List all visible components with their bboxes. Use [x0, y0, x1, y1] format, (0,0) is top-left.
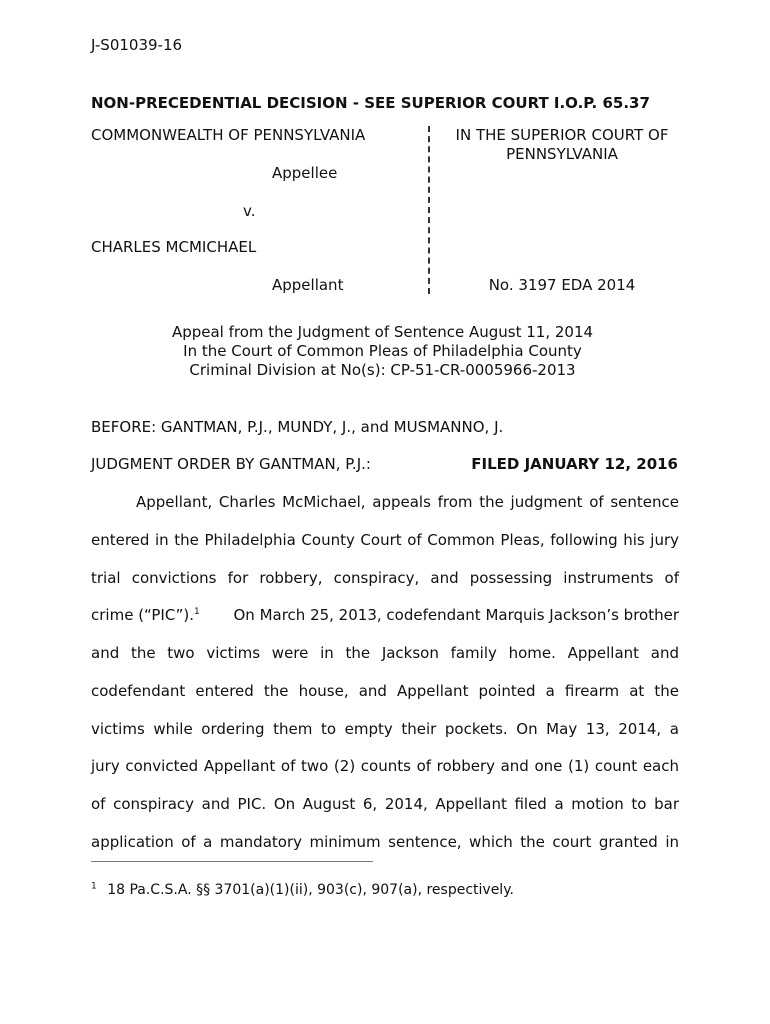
caption-divider	[428, 126, 430, 294]
case-number: No. 3197 EDA 2014	[488, 276, 636, 294]
body-line: entered in the Philadelphia County Court of Common Pleas, following his jury	[91, 531, 679, 549]
body-line: trial convictions for robbery, conspiracy, and possessing instruments of	[91, 569, 679, 587]
body-line: Appellant, Charles McMichael, appeals from the judgment of sentence	[136, 493, 679, 511]
footnote-reference: 1	[193, 607, 200, 617]
body-line: of conspiracy and PIC. On August 6, 2014, Appellant filed a motion to bar	[91, 795, 679, 813]
non-precedential-notice: NON-PRECEDENTIAL DECISION - SEE SUPERIOR COURT I.O.P. 65.37	[91, 94, 650, 112]
body-line: application of a mandatory minimum sentence, which the court granted in	[91, 833, 679, 851]
court-name-line2: PENNSYLVANIA	[506, 145, 618, 163]
court-name-line1: IN THE SUPERIOR COURT OF	[455, 126, 669, 144]
body-line: jury convicted Appellant of two (2) counts of robbery and one (1) count each	[91, 757, 679, 775]
body-line-segment	[91, 606, 200, 624]
appeal-info-line1: Appeal from the Judgment of Sentence August 11, 2014	[171, 323, 594, 341]
body-line-segment: On March 25, 2013, codefendant Marquis Jackson’s brother	[223, 606, 679, 624]
appellee-party-name: COMMONWEALTH OF PENNSYLVANIA	[91, 126, 366, 144]
appellee-role: Appellee	[272, 164, 338, 182]
versus-label: v.	[243, 202, 256, 220]
docket-code: J-S01039-16	[91, 36, 183, 54]
body-line: victims while ordering them to empty their pockets. On May 13, 2014, a	[91, 720, 679, 738]
footnote	[91, 882, 514, 898]
appeal-info-line2: In the Court of Common Pleas of Philadelphia County	[183, 342, 582, 360]
panel-before: BEFORE: GANTMAN, P.J., MUNDY, J., and MUSMANNO, J.	[91, 418, 504, 436]
body-text: crime (“PIC”).	[91, 606, 194, 624]
judgment-order-label: JUDGMENT ORDER BY GANTMAN, P.J.:	[91, 455, 371, 473]
appellant-party-name: CHARLES MCMICHAEL	[91, 238, 257, 256]
footnote-number: 1	[91, 881, 97, 892]
body-line-with-footnote	[91, 606, 679, 624]
footnote-text: 18 Pa.C.S.A. §§ 3701(a)(1)(ii), 903(c), 907(a), respectively.	[107, 882, 514, 898]
footnote-separator	[91, 861, 373, 862]
appellant-role: Appellant	[272, 276, 344, 294]
appeal-info-line3: Criminal Division at No(s): CP-51-CR-0005966-2013	[189, 361, 576, 379]
filed-date: FILED JANUARY 12, 2016	[471, 455, 678, 473]
body-line: and the two victims were in the Jackson family home. Appellant and	[91, 644, 679, 662]
body-line: codefendant entered the house, and Appellant pointed a firearm at the	[91, 682, 679, 700]
